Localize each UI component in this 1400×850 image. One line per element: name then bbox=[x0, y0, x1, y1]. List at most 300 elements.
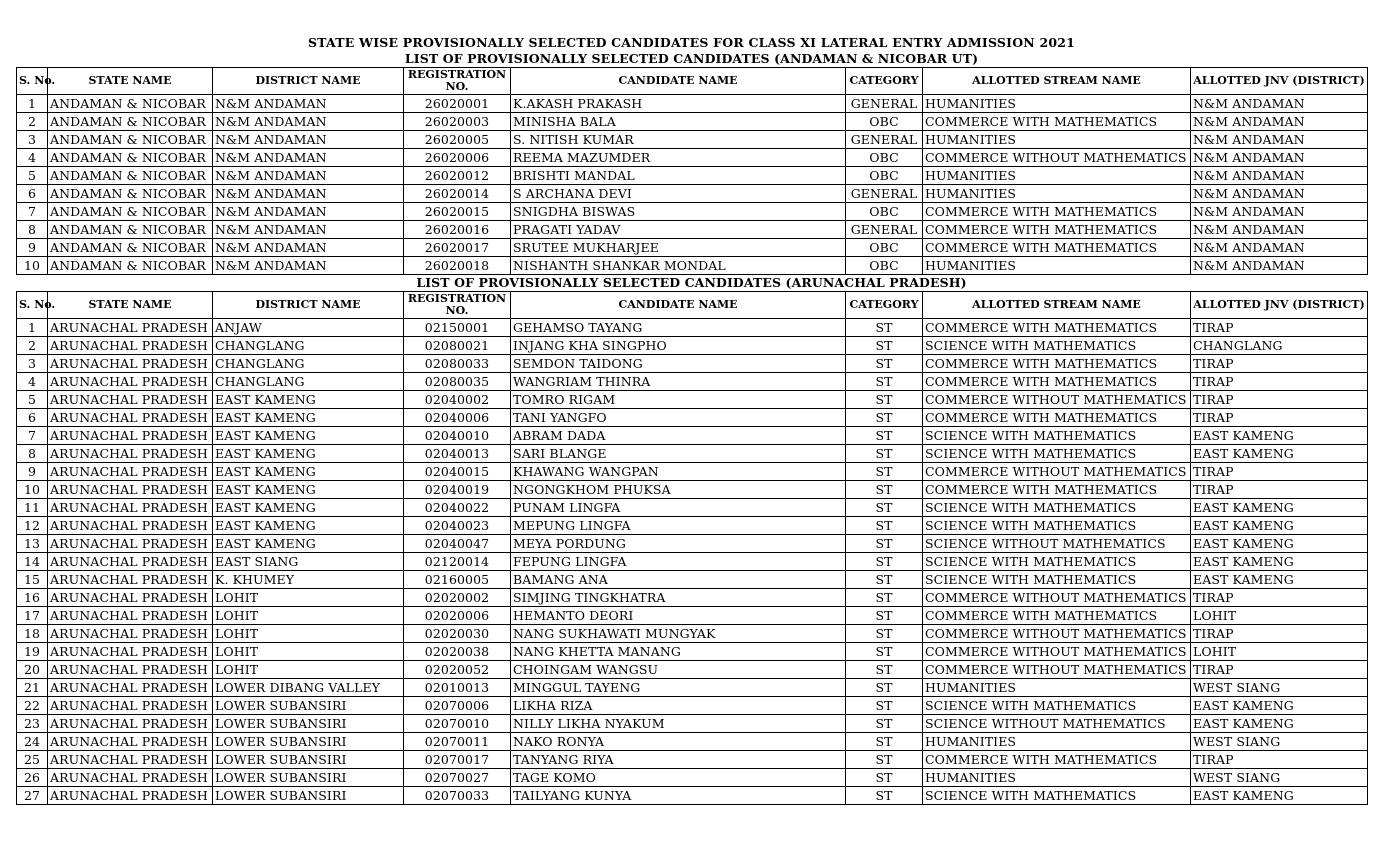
cell-sno: 6 bbox=[17, 185, 48, 203]
cell-candidate-name: SNIGDHA BISWAS bbox=[511, 203, 846, 221]
table-row bbox=[17, 481, 1368, 499]
cell-allotted-stream: COMMERCE WITH MATHEMATICS bbox=[923, 751, 1191, 769]
cell-state-name: ARUNACHAL PRADESH bbox=[48, 391, 213, 409]
cell-district-name: EAST KAMENG bbox=[213, 481, 404, 499]
cell-registration-no: 26020018 bbox=[404, 257, 511, 275]
cell-category: ST bbox=[846, 769, 923, 787]
cell-allotted-stream: HUMANITIES bbox=[923, 95, 1191, 113]
cell-registration-no: 02080021 bbox=[404, 337, 511, 355]
table-row bbox=[17, 643, 1368, 661]
cell-category: ST bbox=[846, 787, 923, 805]
table-row bbox=[17, 319, 1368, 337]
cell-sno: 7 bbox=[17, 203, 48, 221]
cell-allotted-jnv: TIRAP bbox=[1191, 481, 1368, 499]
cell-allotted-stream: SCIENCE WITH MATHEMATICS bbox=[923, 787, 1191, 805]
table-row bbox=[17, 553, 1368, 571]
cell-candidate-name: MINISHA BALA bbox=[511, 113, 846, 131]
cell-allotted-jnv: TIRAP bbox=[1191, 589, 1368, 607]
cell-district-name: N&M ANDAMAN bbox=[213, 185, 404, 203]
cell-sno: 6 bbox=[17, 409, 48, 427]
cell-sno: 17 bbox=[17, 607, 48, 625]
cell-district-name: EAST KAMENG bbox=[213, 517, 404, 535]
cell-state-name: ARUNACHAL PRADESH bbox=[48, 427, 213, 445]
cell-registration-no: 02040023 bbox=[404, 517, 511, 535]
cell-registration-no: 02040010 bbox=[404, 427, 511, 445]
cell-district-name: N&M ANDAMAN bbox=[213, 131, 404, 149]
cell-state-name: ARUNACHAL PRADESH bbox=[48, 463, 213, 481]
cell-state-name: ANDAMAN & NICOBAR bbox=[48, 239, 213, 257]
cell-candidate-name: NAKO RONYA bbox=[511, 733, 846, 751]
cell-candidate-name: TAILYANG KUNYA bbox=[511, 787, 846, 805]
cell-candidate-name: TAGE KOMO bbox=[511, 769, 846, 787]
cell-district-name: N&M ANDAMAN bbox=[213, 221, 404, 239]
cell-allotted-jnv: EAST KAMENG bbox=[1191, 445, 1368, 463]
table-row bbox=[17, 625, 1368, 643]
cell-candidate-name: TANYANG RIYA bbox=[511, 751, 846, 769]
cell-state-name: ANDAMAN & NICOBAR bbox=[48, 203, 213, 221]
header-state-name: STATE NAME bbox=[48, 292, 213, 319]
cell-category: ST bbox=[846, 625, 923, 643]
cell-state-name: ANDAMAN & NICOBAR bbox=[48, 185, 213, 203]
cell-state-name: ARUNACHAL PRADESH bbox=[48, 535, 213, 553]
cell-sno: 2 bbox=[17, 113, 48, 131]
cell-registration-no: 02080035 bbox=[404, 373, 511, 391]
cell-registration-no: 02020052 bbox=[404, 661, 511, 679]
cell-allotted-stream: COMMERCE WITH MATHEMATICS bbox=[923, 481, 1191, 499]
cell-sno: 16 bbox=[17, 589, 48, 607]
cell-district-name: EAST KAMENG bbox=[213, 463, 404, 481]
document-title: STATE WISE PROVISIONALLY SELECTED CANDIDATES FOR CLASS XI LATERAL ENTRY ADMISSION 2021 bbox=[307, 35, 1076, 50]
cell-state-name: ARUNACHAL PRADESH bbox=[48, 571, 213, 589]
cell-allotted-jnv: N&M ANDAMAN bbox=[1191, 203, 1368, 221]
cell-district-name: N&M ANDAMAN bbox=[213, 95, 404, 113]
cell-allotted-stream: HUMANITIES bbox=[923, 769, 1191, 787]
cell-candidate-name: NANG KHETTA MANANG bbox=[511, 643, 846, 661]
cell-candidate-name: INJANG KHA SINGPHO bbox=[511, 337, 846, 355]
cell-allotted-jnv: EAST KAMENG bbox=[1191, 535, 1368, 553]
table-row bbox=[17, 751, 1368, 769]
cell-category: ST bbox=[846, 571, 923, 589]
cell-district-name: N&M ANDAMAN bbox=[213, 149, 404, 167]
cell-sno: 3 bbox=[17, 131, 48, 149]
cell-category: ST bbox=[846, 337, 923, 355]
cell-category: ST bbox=[846, 499, 923, 517]
cell-allotted-stream: COMMERCE WITH MATHEMATICS bbox=[923, 607, 1191, 625]
cell-sno: 7 bbox=[17, 427, 48, 445]
cell-registration-no: 26020015 bbox=[404, 203, 511, 221]
cell-candidate-name: BRISHTI MANDAL bbox=[511, 167, 846, 185]
cell-registration-no: 02150001 bbox=[404, 319, 511, 337]
cell-state-name: ARUNACHAL PRADESH bbox=[48, 607, 213, 625]
cell-registration-no: 02070017 bbox=[404, 751, 511, 769]
cell-category: ST bbox=[846, 751, 923, 769]
cell-state-name: ARUNACHAL PRADESH bbox=[48, 409, 213, 427]
cell-registration-no: 02020030 bbox=[404, 625, 511, 643]
cell-candidate-name: WANGRIAM THINRA bbox=[511, 373, 846, 391]
header-district-name: DISTRICT NAME bbox=[213, 292, 404, 319]
cell-sno: 9 bbox=[17, 463, 48, 481]
cell-registration-no: 26020005 bbox=[404, 131, 511, 149]
header-allotted-jnv: ALLOTTED JNV (DISTRICT) bbox=[1191, 292, 1368, 319]
cell-candidate-name: PRAGATI YADAV bbox=[511, 221, 846, 239]
cell-category: GENERAL bbox=[846, 185, 923, 203]
cell-registration-no: 26020003 bbox=[404, 113, 511, 131]
cell-allotted-jnv: N&M ANDAMAN bbox=[1191, 221, 1368, 239]
cell-allotted-stream: COMMERCE WITHOUT MATHEMATICS bbox=[923, 643, 1191, 661]
cell-district-name: LOWER SUBANSIRI bbox=[213, 769, 404, 787]
cell-allotted-jnv: WEST SIANG bbox=[1191, 679, 1368, 697]
cell-state-name: ARUNACHAL PRADESH bbox=[48, 373, 213, 391]
cell-category: OBC bbox=[846, 203, 923, 221]
table-row bbox=[17, 167, 1368, 185]
cell-sno: 23 bbox=[17, 715, 48, 733]
cell-district-name: LOHIT bbox=[213, 625, 404, 643]
cell-sno: 15 bbox=[17, 571, 48, 589]
cell-allotted-stream: SCIENCE WITH MATHEMATICS bbox=[923, 337, 1191, 355]
candidates-table-andaman bbox=[16, 67, 1368, 275]
cell-allotted-stream: COMMERCE WITH MATHEMATICS bbox=[923, 239, 1191, 257]
cell-district-name: K. KHUMEY bbox=[213, 571, 404, 589]
cell-registration-no: 02040022 bbox=[404, 499, 511, 517]
cell-district-name: LOWER SUBANSIRI bbox=[213, 787, 404, 805]
cell-category: ST bbox=[846, 409, 923, 427]
header-allotted-stream: ALLOTTED STREAM NAME bbox=[923, 292, 1191, 319]
table-row bbox=[17, 733, 1368, 751]
cell-registration-no: 26020012 bbox=[404, 167, 511, 185]
cell-candidate-name: MINGGUL TAYENG bbox=[511, 679, 846, 697]
cell-state-name: ANDAMAN & NICOBAR bbox=[48, 113, 213, 131]
cell-registration-no: 02120014 bbox=[404, 553, 511, 571]
cell-sno: 20 bbox=[17, 661, 48, 679]
cell-allotted-jnv: N&M ANDAMAN bbox=[1191, 185, 1368, 203]
cell-candidate-name: SARI BLANGE bbox=[511, 445, 846, 463]
cell-state-name: ARUNACHAL PRADESH bbox=[48, 481, 213, 499]
cell-district-name: LOHIT bbox=[213, 661, 404, 679]
cell-district-name: EAST KAMENG bbox=[213, 391, 404, 409]
cell-registration-no: 02160005 bbox=[404, 571, 511, 589]
table-row bbox=[17, 185, 1368, 203]
cell-category: ST bbox=[846, 517, 923, 535]
cell-allotted-jnv: N&M ANDAMAN bbox=[1191, 113, 1368, 131]
table-row bbox=[17, 221, 1368, 239]
cell-category: ST bbox=[846, 679, 923, 697]
cell-category: ST bbox=[846, 445, 923, 463]
cell-category: ST bbox=[846, 535, 923, 553]
cell-candidate-name: S ARCHANA DEVI bbox=[511, 185, 846, 203]
cell-registration-no: 02070033 bbox=[404, 787, 511, 805]
table-row bbox=[17, 113, 1368, 131]
cell-state-name: ANDAMAN & NICOBAR bbox=[48, 257, 213, 275]
cell-category: OBC bbox=[846, 149, 923, 167]
cell-allotted-stream: SCIENCE WITH MATHEMATICS bbox=[923, 517, 1191, 535]
cell-state-name: ARUNACHAL PRADESH bbox=[48, 679, 213, 697]
cell-candidate-name: BAMANG ANA bbox=[511, 571, 846, 589]
cell-sno: 18 bbox=[17, 625, 48, 643]
cell-allotted-jnv: EAST KAMENG bbox=[1191, 697, 1368, 715]
cell-category: ST bbox=[846, 481, 923, 499]
cell-category: GENERAL bbox=[846, 221, 923, 239]
cell-allotted-jnv: EAST KAMENG bbox=[1191, 517, 1368, 535]
table-body-arunachal bbox=[17, 319, 1368, 805]
cell-registration-no: 02040015 bbox=[404, 463, 511, 481]
cell-candidate-name: NILLY LIKHA NYAKUM bbox=[511, 715, 846, 733]
cell-sno: 8 bbox=[17, 445, 48, 463]
cell-allotted-jnv: LOHIT bbox=[1191, 643, 1368, 661]
cell-sno: 9 bbox=[17, 239, 48, 257]
cell-state-name: ARUNACHAL PRADESH bbox=[48, 355, 213, 373]
cell-allotted-stream: COMMERCE WITH MATHEMATICS bbox=[923, 113, 1191, 131]
cell-sno: 10 bbox=[17, 481, 48, 499]
table-row bbox=[17, 463, 1368, 481]
cell-district-name: EAST KAMENG bbox=[213, 535, 404, 553]
cell-allotted-jnv: EAST KAMENG bbox=[1191, 787, 1368, 805]
cell-category: ST bbox=[846, 589, 923, 607]
cell-registration-no: 26020016 bbox=[404, 221, 511, 239]
cell-registration-no: 02070027 bbox=[404, 769, 511, 787]
cell-allotted-stream: COMMERCE WITHOUT MATHEMATICS bbox=[923, 149, 1191, 167]
cell-sno: 22 bbox=[17, 697, 48, 715]
table-row bbox=[17, 427, 1368, 445]
cell-allotted-stream: COMMERCE WITHOUT MATHEMATICS bbox=[923, 463, 1191, 481]
cell-allotted-jnv: TIRAP bbox=[1191, 463, 1368, 481]
cell-state-name: ARUNACHAL PRADESH bbox=[48, 553, 213, 571]
cell-allotted-stream: SCIENCE WITH MATHEMATICS bbox=[923, 553, 1191, 571]
table-row bbox=[17, 787, 1368, 805]
cell-allotted-jnv: N&M ANDAMAN bbox=[1191, 167, 1368, 185]
cell-category: ST bbox=[846, 643, 923, 661]
cell-district-name: N&M ANDAMAN bbox=[213, 167, 404, 185]
cell-allotted-jnv: EAST KAMENG bbox=[1191, 571, 1368, 589]
header-category: CATEGORY bbox=[846, 68, 923, 95]
cell-allotted-jnv: WEST SIANG bbox=[1191, 769, 1368, 787]
cell-district-name: EAST KAMENG bbox=[213, 445, 404, 463]
cell-registration-no: 02020006 bbox=[404, 607, 511, 625]
cell-allotted-stream: COMMERCE WITH MATHEMATICS bbox=[923, 203, 1191, 221]
cell-district-name: EAST KAMENG bbox=[213, 409, 404, 427]
cell-district-name: EAST KAMENG bbox=[213, 427, 404, 445]
cell-allotted-jnv: TIRAP bbox=[1191, 751, 1368, 769]
cell-registration-no: 02040002 bbox=[404, 391, 511, 409]
cell-sno: 1 bbox=[17, 319, 48, 337]
cell-state-name: ARUNACHAL PRADESH bbox=[48, 643, 213, 661]
cell-allotted-stream: COMMERCE WITH MATHEMATICS bbox=[923, 319, 1191, 337]
cell-state-name: ANDAMAN & NICOBAR bbox=[48, 167, 213, 185]
cell-candidate-name: MEYA PORDUNG bbox=[511, 535, 846, 553]
cell-state-name: ARUNACHAL PRADESH bbox=[48, 733, 213, 751]
cell-allotted-stream: SCIENCE WITH MATHEMATICS bbox=[923, 697, 1191, 715]
cell-candidate-name: MEPUNG LINGFA bbox=[511, 517, 846, 535]
header-registration-no: REGISTRATION NO. bbox=[404, 292, 511, 319]
table-row bbox=[17, 239, 1368, 257]
table-row bbox=[17, 409, 1368, 427]
cell-state-name: ANDAMAN & NICOBAR bbox=[48, 149, 213, 167]
cell-allotted-jnv: TIRAP bbox=[1191, 391, 1368, 409]
cell-candidate-name: FEPUNG LINGFA bbox=[511, 553, 846, 571]
cell-registration-no: 02040019 bbox=[404, 481, 511, 499]
cell-district-name: LOHIT bbox=[213, 589, 404, 607]
cell-category: ST bbox=[846, 553, 923, 571]
cell-candidate-name: CHOINGAM WANGSU bbox=[511, 661, 846, 679]
candidates-table-arunachal bbox=[16, 291, 1368, 805]
cell-state-name: ARUNACHAL PRADESH bbox=[48, 337, 213, 355]
cell-category: ST bbox=[846, 391, 923, 409]
cell-state-name: ARUNACHAL PRADESH bbox=[48, 715, 213, 733]
cell-allotted-stream: COMMERCE WITH MATHEMATICS bbox=[923, 409, 1191, 427]
cell-district-name: LOWER SUBANSIRI bbox=[213, 733, 404, 751]
cell-district-name: LOWER SUBANSIRI bbox=[213, 751, 404, 769]
cell-category: ST bbox=[846, 355, 923, 373]
cell-registration-no: 26020001 bbox=[404, 95, 511, 113]
cell-allotted-stream: COMMERCE WITHOUT MATHEMATICS bbox=[923, 625, 1191, 643]
table-row bbox=[17, 607, 1368, 625]
cell-state-name: ARUNACHAL PRADESH bbox=[48, 697, 213, 715]
cell-sno: 25 bbox=[17, 751, 48, 769]
cell-category: OBC bbox=[846, 257, 923, 275]
cell-allotted-jnv: TIRAP bbox=[1191, 373, 1368, 391]
cell-registration-no: 02070006 bbox=[404, 697, 511, 715]
cell-state-name: ARUNACHAL PRADESH bbox=[48, 769, 213, 787]
cell-state-name: ARUNACHAL PRADESH bbox=[48, 589, 213, 607]
header-sno: S. No. bbox=[17, 68, 48, 95]
cell-sno: 1 bbox=[17, 95, 48, 113]
table-row bbox=[17, 571, 1368, 589]
section-heading-arunachal: LIST OF PROVISIONALLY SELECTED CANDIDATES (ARUNACHAL PRADESH) bbox=[416, 275, 967, 290]
cell-allotted-jnv: N&M ANDAMAN bbox=[1191, 149, 1368, 167]
cell-registration-no: 02020002 bbox=[404, 589, 511, 607]
cell-registration-no: 02080033 bbox=[404, 355, 511, 373]
cell-district-name: LOWER DIBANG VALLEY bbox=[213, 679, 404, 697]
table-row bbox=[17, 149, 1368, 167]
cell-sno: 5 bbox=[17, 167, 48, 185]
cell-candidate-name: TOMRO RIGAM bbox=[511, 391, 846, 409]
cell-state-name: ARUNACHAL PRADESH bbox=[48, 319, 213, 337]
cell-district-name: N&M ANDAMAN bbox=[213, 203, 404, 221]
cell-category: ST bbox=[846, 697, 923, 715]
cell-allotted-stream: HUMANITIES bbox=[923, 185, 1191, 203]
document-page bbox=[16, 35, 1367, 805]
table-row bbox=[17, 499, 1368, 517]
cell-state-name: ARUNACHAL PRADESH bbox=[48, 445, 213, 463]
cell-allotted-stream: SCIENCE WITH MATHEMATICS bbox=[923, 427, 1191, 445]
cell-district-name: LOWER SUBANSIRI bbox=[213, 697, 404, 715]
cell-allotted-jnv: N&M ANDAMAN bbox=[1191, 95, 1368, 113]
cell-category: OBC bbox=[846, 167, 923, 185]
cell-allotted-jnv: TIRAP bbox=[1191, 409, 1368, 427]
cell-allotted-jnv: TIRAP bbox=[1191, 355, 1368, 373]
cell-registration-no: 02070011 bbox=[404, 733, 511, 751]
cell-district-name: LOHIT bbox=[213, 643, 404, 661]
header-registration-no: REGISTRATION NO. bbox=[404, 68, 511, 95]
cell-allotted-jnv: EAST KAMENG bbox=[1191, 499, 1368, 517]
header-candidate-name: CANDIDATE NAME bbox=[511, 68, 846, 95]
cell-allotted-jnv: LOHIT bbox=[1191, 607, 1368, 625]
cell-category: ST bbox=[846, 733, 923, 751]
cell-allotted-stream: COMMERCE WITHOUT MATHEMATICS bbox=[923, 391, 1191, 409]
cell-candidate-name: NGONGKHOM PHUKSA bbox=[511, 481, 846, 499]
cell-district-name: CHANGLANG bbox=[213, 373, 404, 391]
cell-district-name: CHANGLANG bbox=[213, 337, 404, 355]
cell-category: ST bbox=[846, 427, 923, 445]
cell-allotted-jnv: TIRAP bbox=[1191, 319, 1368, 337]
cell-candidate-name: NISHANTH SHANKAR MONDAL bbox=[511, 257, 846, 275]
cell-allotted-jnv: EAST KAMENG bbox=[1191, 427, 1368, 445]
section-heading-andaman: LIST OF PROVISIONALLY SELECTED CANDIDATES (ANDAMAN & NICOBAR UT) bbox=[404, 51, 979, 66]
cell-registration-no: 02010013 bbox=[404, 679, 511, 697]
table-header-row bbox=[17, 292, 1368, 319]
cell-state-name: ANDAMAN & NICOBAR bbox=[48, 131, 213, 149]
cell-state-name: ARUNACHAL PRADESH bbox=[48, 661, 213, 679]
header-state-name: STATE NAME bbox=[48, 68, 213, 95]
table-row bbox=[17, 337, 1368, 355]
cell-registration-no: 02070010 bbox=[404, 715, 511, 733]
table-row bbox=[17, 589, 1368, 607]
cell-sno: 10 bbox=[17, 257, 48, 275]
cell-district-name: EAST KAMENG bbox=[213, 499, 404, 517]
cell-sno: 2 bbox=[17, 337, 48, 355]
cell-state-name: ARUNACHAL PRADESH bbox=[48, 517, 213, 535]
cell-sno: 26 bbox=[17, 769, 48, 787]
cell-registration-no: 02020038 bbox=[404, 643, 511, 661]
cell-candidate-name: TANI YANGFO bbox=[511, 409, 846, 427]
cell-state-name: ARUNACHAL PRADESH bbox=[48, 625, 213, 643]
cell-allotted-jnv: EAST KAMENG bbox=[1191, 715, 1368, 733]
header-sno: S. No. bbox=[17, 292, 48, 319]
cell-allotted-jnv: N&M ANDAMAN bbox=[1191, 239, 1368, 257]
table-row bbox=[17, 517, 1368, 535]
cell-category: ST bbox=[846, 715, 923, 733]
cell-sno: 8 bbox=[17, 221, 48, 239]
cell-state-name: ARUNACHAL PRADESH bbox=[48, 787, 213, 805]
table-row bbox=[17, 679, 1368, 697]
header-candidate-name: CANDIDATE NAME bbox=[511, 292, 846, 319]
table-row bbox=[17, 769, 1368, 787]
cell-district-name: N&M ANDAMAN bbox=[213, 239, 404, 257]
cell-category: GENERAL bbox=[846, 131, 923, 149]
cell-category: OBC bbox=[846, 239, 923, 257]
cell-allotted-jnv: EAST KAMENG bbox=[1191, 553, 1368, 571]
cell-allotted-stream: HUMANITIES bbox=[923, 131, 1191, 149]
table-row bbox=[17, 697, 1368, 715]
cell-allotted-stream: HUMANITIES bbox=[923, 167, 1191, 185]
cell-district-name: ANJAW bbox=[213, 319, 404, 337]
cell-district-name: LOWER SUBANSIRI bbox=[213, 715, 404, 733]
table-row bbox=[17, 257, 1368, 275]
table-row bbox=[17, 131, 1368, 149]
table-row bbox=[17, 95, 1368, 113]
cell-allotted-stream: COMMERCE WITH MATHEMATICS bbox=[923, 221, 1191, 239]
cell-registration-no: 02040006 bbox=[404, 409, 511, 427]
cell-category: OBC bbox=[846, 113, 923, 131]
cell-district-name: N&M ANDAMAN bbox=[213, 257, 404, 275]
cell-registration-no: 26020014 bbox=[404, 185, 511, 203]
header-district-name: DISTRICT NAME bbox=[213, 68, 404, 95]
cell-allotted-stream: SCIENCE WITHOUT MATHEMATICS bbox=[923, 535, 1191, 553]
table-row bbox=[17, 391, 1368, 409]
cell-candidate-name: NANG SUKHAWATI MUNGYAK bbox=[511, 625, 846, 643]
cell-sno: 5 bbox=[17, 391, 48, 409]
table-row bbox=[17, 445, 1368, 463]
cell-sno: 12 bbox=[17, 517, 48, 535]
cell-state-name: ANDAMAN & NICOBAR bbox=[48, 221, 213, 239]
cell-allotted-stream: COMMERCE WITHOUT MATHEMATICS bbox=[923, 661, 1191, 679]
cell-district-name: CHANGLANG bbox=[213, 355, 404, 373]
cell-candidate-name: REEMA MAZUMDER bbox=[511, 149, 846, 167]
cell-allotted-jnv: CHANGLANG bbox=[1191, 337, 1368, 355]
cell-category: ST bbox=[846, 463, 923, 481]
cell-allotted-jnv: TIRAP bbox=[1191, 661, 1368, 679]
table-row bbox=[17, 535, 1368, 553]
cell-sno: 4 bbox=[17, 373, 48, 391]
